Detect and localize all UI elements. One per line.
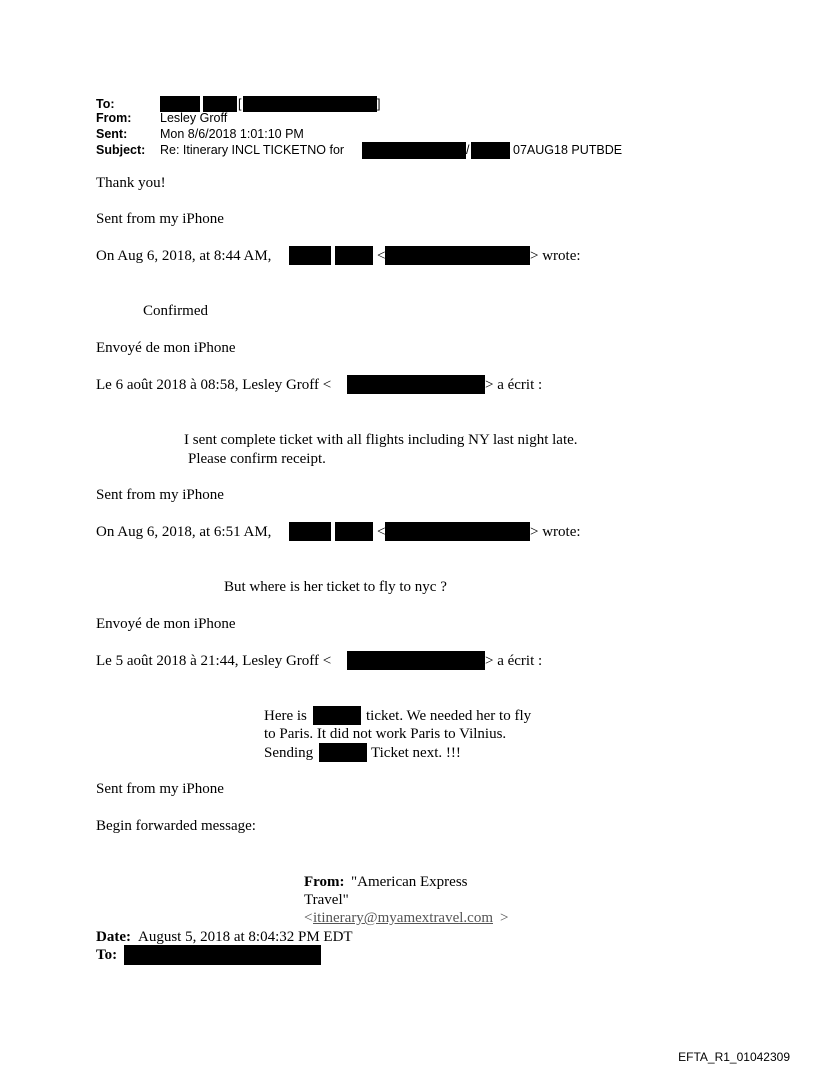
lt-symbol: <: [377, 524, 386, 540]
sent-from-iphone: Sent from my iPhone: [96, 211, 224, 227]
lt-symbol: <: [377, 248, 386, 264]
fwd-date-label: Date:: [96, 929, 131, 945]
sent-from-iphone: Sent from my iPhone: [96, 781, 224, 797]
quote-text: to Paris. It did not work Paris to Vilnius.: [264, 726, 507, 742]
redacted-block: [335, 246, 373, 265]
french-attribution: Le 6 août 2018 à 08:58, Lesley Groff <: [96, 377, 332, 393]
ecrit-text: > a écrit :: [485, 653, 543, 669]
sent-from-iphone: Sent from my iPhone: [96, 487, 224, 503]
redacted-block: [203, 96, 237, 112]
thank-you-text: Thank you!: [96, 175, 166, 191]
reply-attribution: On Aug 6, 2018, at 8:44 AM,: [96, 248, 272, 264]
bracket-close: ]: [377, 97, 381, 111]
quote-text: Here is: [264, 708, 307, 724]
redacted-block: [471, 142, 510, 159]
ecrit-text: > a écrit :: [485, 377, 543, 393]
redacted-block: [160, 96, 200, 112]
fwd-email-lt: <: [304, 910, 313, 926]
envoye-text: Envoyé de mon iPhone: [96, 616, 236, 632]
fwd-date-value: August 5, 2018 at 8:04:32 PM EDT: [138, 929, 353, 945]
bracket-open: [: [238, 97, 242, 111]
redacted-block: [289, 522, 331, 541]
fwd-from-label: From:: [304, 874, 345, 890]
redacted-block: [335, 522, 373, 541]
wrote-text: > wrote:: [530, 524, 581, 540]
fwd-email-link[interactable]: itinerary@myamextravel.com: [313, 910, 493, 926]
fwd-to-label: To:: [96, 947, 118, 963]
redacted-block: [347, 651, 485, 670]
reply-attribution: On Aug 6, 2018, at 6:51 AM,: [96, 524, 272, 540]
fwd-email-gt: >: [500, 910, 509, 926]
quote-text: Ticket next. !!!: [371, 745, 461, 761]
wrote-text: > wrote:: [530, 248, 581, 264]
envoye-text: Envoyé de mon iPhone: [96, 340, 236, 356]
redacted-block: [385, 246, 530, 265]
redacted-block: [124, 945, 321, 965]
from-value: Lesley Groff: [160, 111, 228, 125]
redacted-block: [319, 743, 367, 762]
redacted-block: [385, 522, 530, 541]
document-id: EFTA_R1_01042309: [678, 1050, 790, 1064]
sent-value: Mon 8/6/2018 1:01:10 PM: [160, 127, 304, 141]
subject-prefix: Re: Itinerary INCL TICKETNO for: [160, 143, 345, 157]
question-text: But where is her ticket to fly to nyc ?: [224, 579, 447, 595]
redacted-block: [289, 246, 331, 265]
sent-label: Sent:: [96, 127, 128, 141]
redacted-block: [313, 706, 361, 725]
quote-text: I sent complete ticket with all flights including NY last night late.: [184, 432, 578, 448]
from-label: From:: [96, 111, 132, 125]
begin-forwarded-text: Begin forwarded message:: [96, 818, 256, 834]
quote-text: Sending: [264, 745, 314, 761]
redacted-block: [362, 142, 466, 159]
subject-label: Subject:: [96, 143, 146, 157]
redacted-block: [243, 96, 377, 112]
french-attribution: Le 5 août 2018 à 21:44, Lesley Groff <: [96, 653, 332, 669]
quote-text: ticket. We needed her to fly: [366, 708, 532, 724]
redacted-block: [347, 375, 485, 394]
fwd-from-value: "American Express: [351, 874, 468, 890]
to-label: To:: [96, 97, 115, 111]
subject-slash: /: [466, 143, 470, 157]
subject-suffix: 07AUG18 PUTBDE: [513, 143, 623, 157]
confirmed-text: Confirmed: [143, 303, 208, 319]
fwd-from-value: Travel": [304, 892, 349, 908]
quote-text: Please confirm receipt.: [188, 451, 326, 467]
